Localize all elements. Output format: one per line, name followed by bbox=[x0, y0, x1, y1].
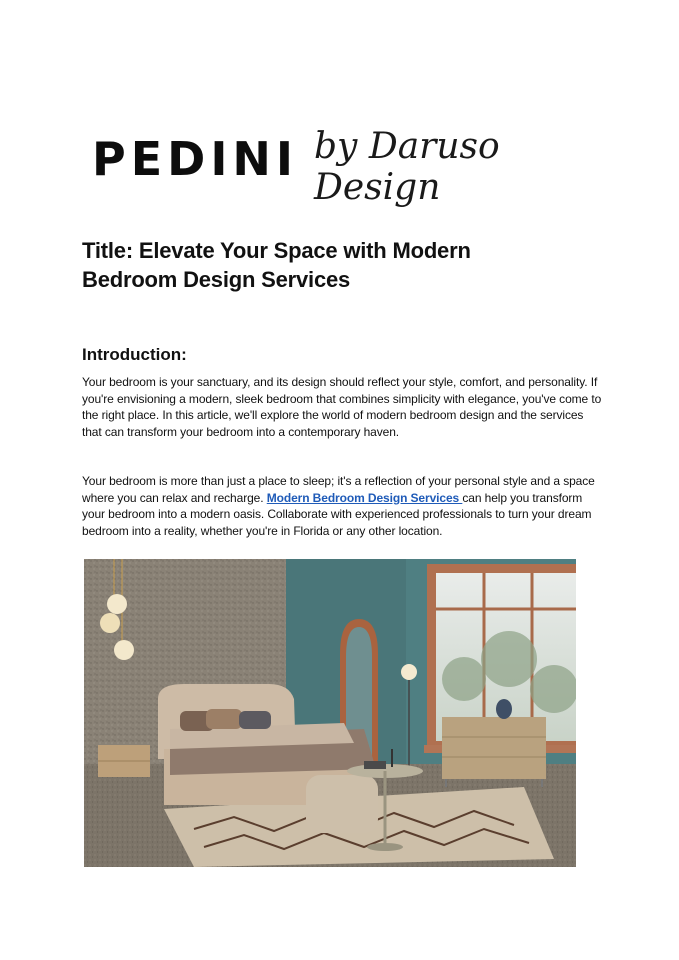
paragraph-2-text-after: can help you transform your bedroom into a modern oasis. Collaborate with experienced professionals to turn your dream bedroom into a reality, whether you're in Florida or any other location. bbox=[82, 490, 592, 538]
brand-logo bbox=[92, 120, 592, 208]
intro-paragraph-1: Your bedroom is your sanctuary, and its design should reflect your style, comfort, and personality. If you're envisioning a modern, sleek bedroom that combines simplicity with elegance, you've come to the right place. In this article, we'll explore the world of modern bedroom design and the services that can transform your bedroom into a contemporary haven. bbox=[82, 375, 602, 439]
bedroom-photo bbox=[84, 559, 576, 867]
modern-bedroom-design-services-link[interactable]: Modern Bedroom Design Services bbox=[266, 490, 463, 505]
dresser bbox=[442, 717, 546, 779]
paragraph-2-text-before: Your bedroom is more than just a place to sleep; it's a reflection of your personal style and a space where you can relax and recharge. bbox=[82, 474, 595, 505]
logo-wordmark: PEDINI bbox=[92, 132, 299, 186]
introduction-heading: Introduction: bbox=[82, 345, 187, 364]
intro-paragraph-2 bbox=[82, 473, 602, 539]
logo-tagline: by Daruso Design bbox=[314, 126, 500, 208]
ottoman bbox=[306, 775, 378, 833]
page-title: Title: Elevate Your Space with Modern Bedroom Design Services bbox=[82, 238, 471, 292]
